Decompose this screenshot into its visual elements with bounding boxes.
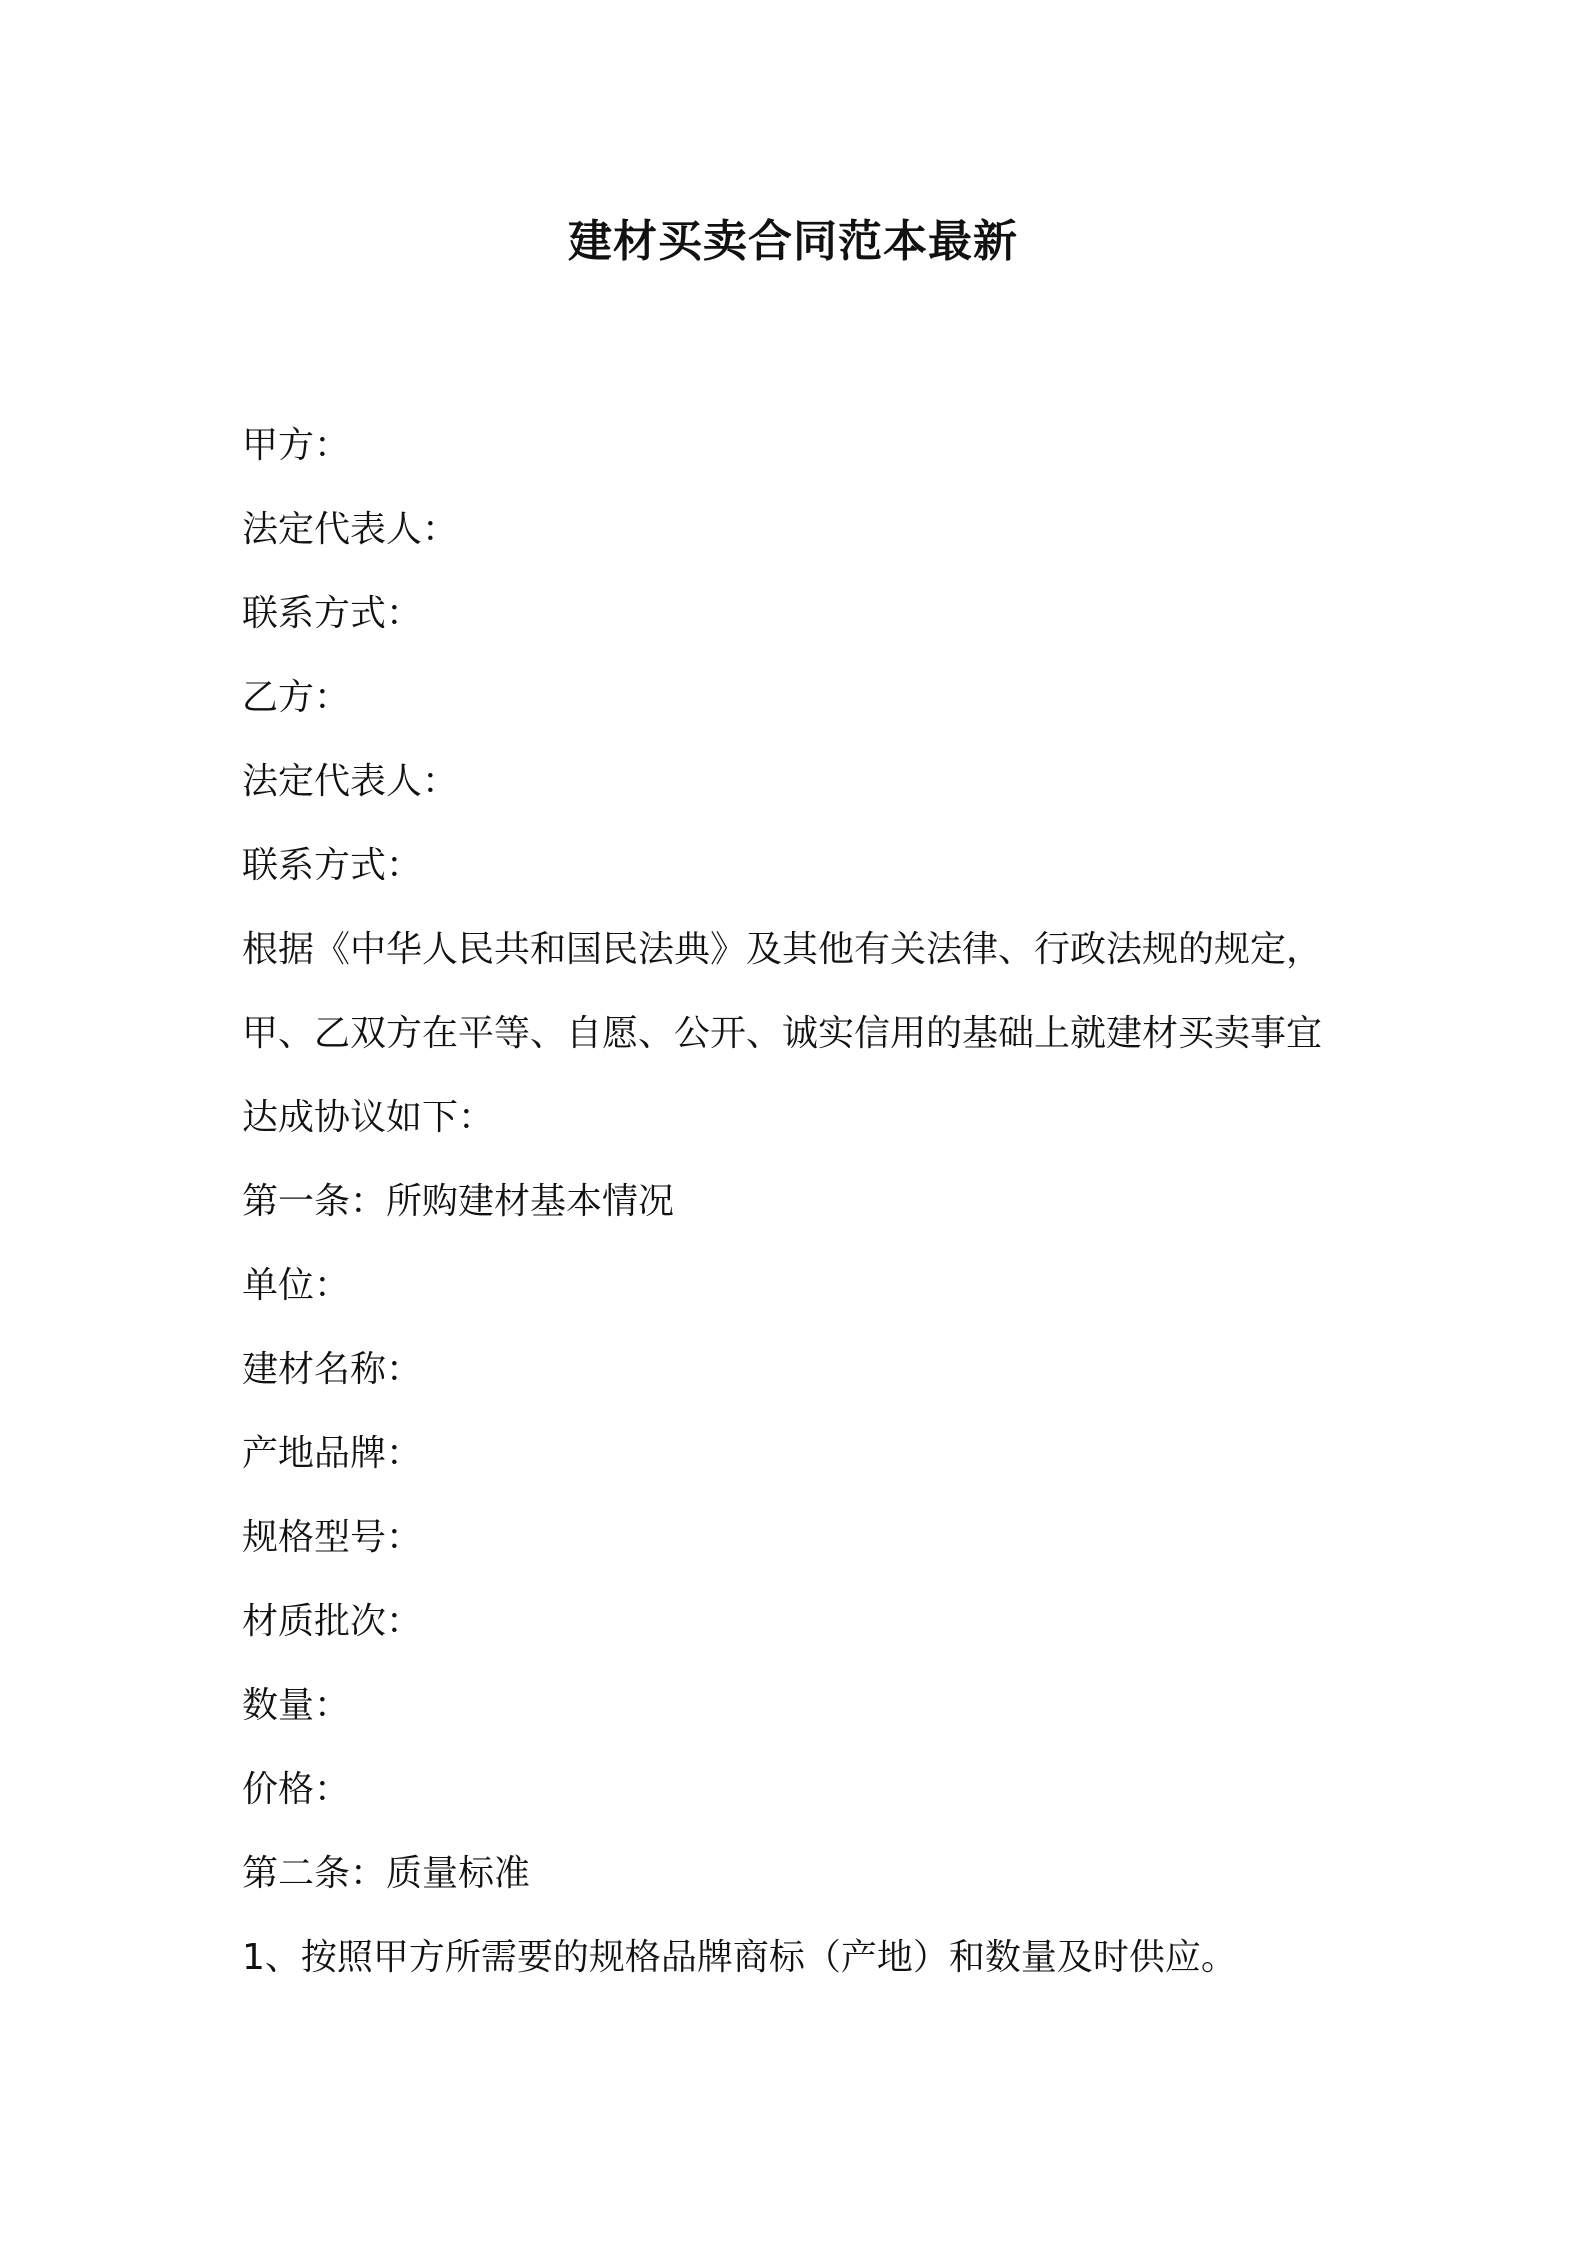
party-a-legal-representative: 法定代表人：	[242, 509, 459, 550]
field-spec-model: 规格型号：	[242, 1517, 423, 1558]
party-b-contact: 联系方式：	[242, 845, 423, 886]
field-price: 价格：	[242, 1769, 351, 1810]
document-body	[242, 404, 1362, 2000]
preamble-line-3: 达成协议如下：	[242, 1097, 495, 1138]
party-a-contact: 联系方式：	[242, 593, 423, 634]
field-quantity: 数量：	[242, 1685, 351, 1726]
party-b-label: 乙方：	[242, 677, 351, 718]
article-2-clause-1: 1、按照甲方所需要的规格品牌商标（产地）和数量及时供应。	[242, 1937, 1237, 1978]
field-material-name: 建材名称：	[242, 1349, 423, 1390]
party-b-legal-representative: 法定代表人：	[242, 761, 459, 802]
preamble-line-2: 甲、乙双方在平等、自愿、公开、诚实信用的基础上就建材买卖事宜	[242, 1013, 1323, 1054]
field-material-batch: 材质批次：	[242, 1601, 423, 1642]
article-2-heading: 第二条：质量标准	[242, 1853, 531, 1894]
preamble-line-1: 根据《中华人民共和国民法典》及其他有关法律、行政法规的规定，	[242, 929, 1323, 970]
party-a-label: 甲方：	[242, 425, 351, 466]
field-unit: 单位：	[242, 1265, 351, 1306]
field-origin-brand: 产地品牌：	[242, 1433, 423, 1474]
document-title: 建材买卖合同范本最新	[568, 216, 1018, 267]
article-1-heading: 第一条：所购建材基本情况	[242, 1181, 675, 1222]
